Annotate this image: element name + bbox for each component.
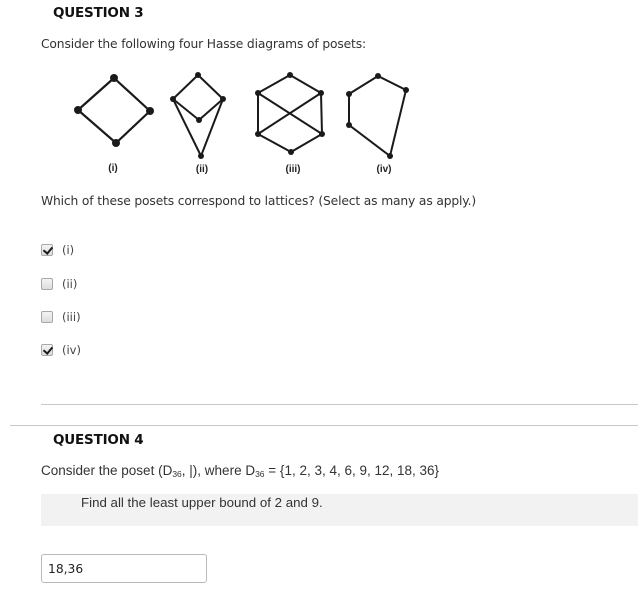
- hasse-diagram-iii: [258, 75, 322, 152]
- hasse-diagrams: [0, 0, 638, 185]
- question-4-prompt-box: [41, 494, 638, 526]
- question-4-intro: [41, 463, 439, 479]
- checkbox-checked-icon[interactable]: [41, 344, 53, 356]
- question-divider-inner: [41, 404, 638, 405]
- diagram-label-ii: (ii): [195, 164, 209, 175]
- option-i[interactable]: [41, 242, 74, 258]
- answer-input[interactable]: [41, 554, 207, 583]
- hasse-diagram-i: [78, 78, 150, 143]
- option-label: (iv): [62, 343, 81, 357]
- diagram-label-iii: (iii): [285, 164, 301, 175]
- diagram-label-i: (i): [108, 163, 118, 174]
- intro-text: Consider the poset (D: [41, 463, 173, 478]
- subscript: 36: [172, 469, 182, 479]
- intro-text: , |), where D: [181, 463, 256, 478]
- question-3-title: QUESTION 3: [53, 5, 144, 21]
- question-3-prompt: Which of these posets correspond to lattices? (Select as many as apply.): [41, 194, 477, 208]
- option-iii[interactable]: [41, 309, 81, 325]
- option-ii[interactable]: [41, 276, 77, 292]
- question-4-title: QUESTION 4: [53, 432, 144, 448]
- option-label: (iii): [62, 310, 81, 324]
- diagram-label-iv: (iv): [376, 164, 392, 175]
- option-label: (i): [62, 243, 75, 257]
- option-label: (ii): [62, 277, 78, 291]
- checkbox-unchecked-icon[interactable]: [41, 311, 53, 323]
- question-4-prompt: Find all the least upper bound of 2 and 9.: [81, 495, 323, 510]
- question-3-intro: Consider the following four Hasse diagrams of posets:: [41, 37, 366, 51]
- option-iv[interactable]: [41, 342, 81, 358]
- hasse-diagram-iv: [349, 76, 406, 156]
- intro-text: = {1, 2, 3, 4, 6, 9, 12, 18, 36}: [264, 463, 440, 478]
- question-divider-outer: [10, 425, 638, 426]
- subscript: 36: [255, 469, 265, 479]
- checkbox-unchecked-icon[interactable]: [41, 278, 53, 290]
- checkbox-checked-icon[interactable]: [41, 244, 53, 256]
- hasse-diagram-ii: [173, 75, 223, 156]
